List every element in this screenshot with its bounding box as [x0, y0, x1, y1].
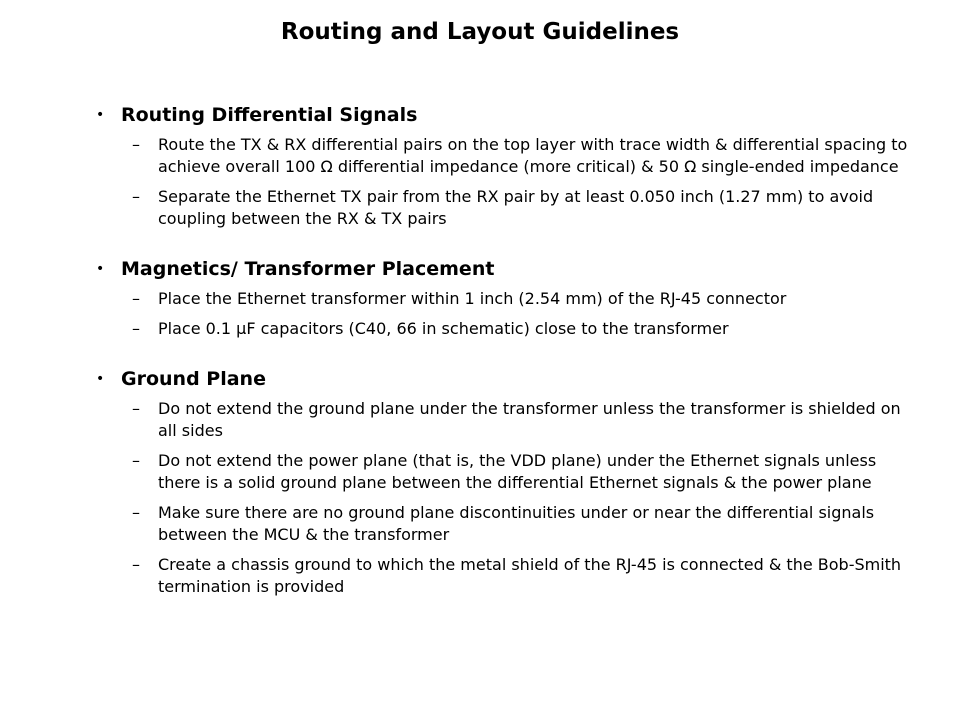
section-routing-differential-signals — [96, 102, 916, 230]
sub-bullet-item — [96, 134, 916, 178]
bullet-icon: • — [96, 107, 105, 123]
bullet-icon: • — [96, 261, 105, 277]
sub-bullet-text: Do not extend the power plane (that is, the VDD plane) under the Ethernet signals unless there is a solid ground plane between the differential Ethernet signals & the power plane — [158, 451, 877, 492]
dash-icon: – — [132, 555, 140, 574]
sub-bullet-text: Place 0.1 µF capacitors (C40, 66 in schematic) close to the transformer — [158, 319, 729, 338]
sub-bullet-list — [96, 134, 916, 230]
sub-bullet-text: Separate the Ethernet TX pair from the RX pair by at least 0.050 inch (1.27 mm) to avoid coupling between the RX & TX pairs — [158, 187, 874, 228]
sub-bullet-item — [96, 502, 916, 546]
sub-bullet-text: Route the TX & RX differential pairs on the top layer with trace width & differential spacing to achieve overall 100 Ω differential impedance (more critical) & 50 Ω single-ended impedance — [158, 135, 908, 176]
slide-title: Routing and Layout Guidelines — [280, 19, 680, 45]
sub-bullet-item — [96, 186, 916, 230]
dash-icon: – — [132, 503, 140, 522]
slide-content — [96, 102, 916, 624]
sub-bullet-list — [96, 288, 916, 340]
section-heading-text: Routing Differential Signals — [121, 104, 418, 126]
sub-bullet-item — [96, 398, 916, 442]
sub-bullet-text: Create a chassis ground to which the metal shield of the RJ-45 is connected & the Bob-Smith termination is provided — [158, 555, 902, 596]
section-heading-text: Ground Plane — [121, 368, 266, 390]
dash-icon: – — [132, 399, 140, 418]
section-heading — [96, 102, 916, 128]
dash-icon: – — [132, 319, 140, 338]
dash-icon: – — [132, 135, 140, 154]
dash-icon: – — [132, 187, 140, 206]
sub-bullet-list — [96, 398, 916, 598]
section-heading-text: Magnetics/ Transformer Placement — [121, 258, 495, 280]
sub-bullet-item — [96, 450, 916, 494]
section-ground-plane — [96, 366, 916, 598]
section-magnetics-transformer-placement — [96, 256, 916, 340]
section-heading — [96, 256, 916, 282]
sub-bullet-item — [96, 288, 916, 310]
dash-icon: – — [132, 289, 140, 308]
sub-bullet-text: Place the Ethernet transformer within 1 inch (2.54 mm) of the RJ-45 connector — [158, 289, 787, 308]
sub-bullet-item — [96, 554, 916, 598]
sub-bullet-text: Make sure there are no ground plane discontinuities under or near the differential signals between the MCU & the transformer — [158, 503, 875, 544]
sub-bullet-item — [96, 318, 916, 340]
section-heading — [96, 366, 916, 392]
sub-bullet-text: Do not extend the ground plane under the transformer unless the transformer is shielded on all sides — [158, 399, 901, 440]
dash-icon: – — [132, 451, 140, 470]
bullet-icon: • — [96, 371, 105, 387]
